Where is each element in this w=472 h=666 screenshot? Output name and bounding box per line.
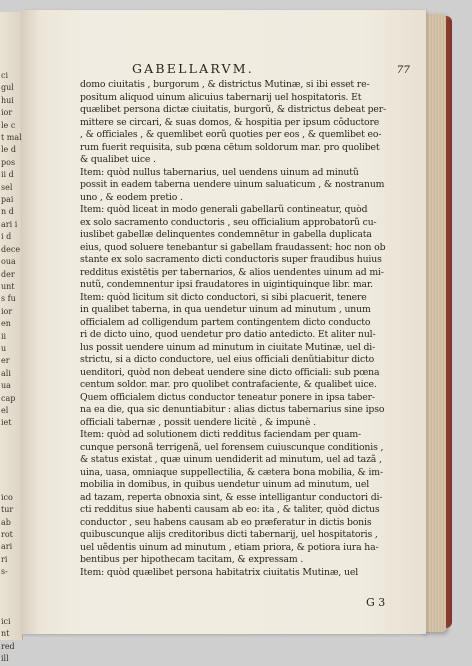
- left-page-fragment: [1, 442, 21, 454]
- left-page-fragment: ico: [1, 492, 13, 502]
- left-page-fragment: t mal: [1, 133, 22, 143]
- left-page-fragment: ali: [1, 368, 11, 378]
- text-line: centum soldor. mar. pro quolibet contrafaciente, & qualibet uice.: [80, 379, 377, 390]
- body-text: [80, 79, 412, 579]
- text-line: & status existat , quæ uinum uendiderit ad minutum, uel ad tazã ,: [80, 454, 382, 465]
- text-line: conductor , seu habens causam ab eo præferatur in dictis bonis: [80, 516, 372, 528]
- left-page-fragment: i d: [1, 232, 12, 242]
- left-page-fragment: [1, 603, 21, 615]
- left-page-fragment: nt: [1, 629, 10, 639]
- text-line: cti redditus siue habenti causam ab eo: ita , & taliter, quòd dictus: [80, 504, 380, 515]
- left-page-fragment: u: [1, 343, 7, 353]
- left-page: [0, 12, 23, 664]
- text-line: domo ciuitatis , burgorum , & districtus Mutinæ, si ibi esset re-: [80, 79, 370, 90]
- left-page-fragment: en: [1, 319, 11, 329]
- left-page-fragment: ior: [1, 108, 13, 118]
- text-line: ri de dicto uino, quod uendetur pro datio antedicto. Et aliter nul-: [80, 329, 376, 340]
- left-page-fragment: ci: [1, 71, 9, 80]
- left-page-fragment: ii: [1, 331, 7, 341]
- text-line: Item: quòd liceat in modo generali gabellarũ contineatur, quòd: [80, 204, 368, 215]
- text-line: uel uẽdentis uinum ad minutum , etiam priora, & potiora iura ha-: [80, 541, 379, 553]
- text-line: Item: quòd nullus tabernarius, uel uendens uinum ad minutũ: [80, 166, 359, 178]
- text-line: Quem officialem dictus conductor teneatur ponere in ipsa taber-: [80, 391, 375, 403]
- text-line: na ea die, qua sic denuntiabitur : alias dictus tabernarius sine ipso: [80, 404, 385, 415]
- text-line: iuslibet gabellæ delinquentes condemnētur in gabella duplicata: [80, 229, 372, 240]
- left-page-fragment: red: [1, 641, 15, 651]
- page-text-block: [80, 61, 412, 579]
- text-line: bentibus per hipothecam tacitam, & expressam .: [80, 554, 304, 565]
- left-page-fragment: [1, 430, 21, 442]
- left-page-fragment: oua: [1, 257, 16, 267]
- left-page-fragment: hui: [1, 95, 14, 105]
- left-page-fragment: [1, 479, 21, 491]
- left-page-fragment: s fu: [1, 294, 16, 304]
- left-page-fragment: [1, 591, 21, 603]
- text-line: stante ex solo sacramento dicti conductoris super fraudibus huius: [80, 254, 382, 265]
- text-line: lus possit uendere uinum ad minutum in ciuitate Mutinæ, uel di-: [80, 341, 376, 353]
- text-line: positum aliquod uinum alicuius tabernarij uel hospitatoris. Et: [80, 91, 362, 103]
- text-line: rum fuerit requisita, sub pœna cētum soldorum mar. pro quolibet: [80, 141, 380, 153]
- text-line: uno , & eodem pretio .: [80, 191, 183, 203]
- folio-number: 77: [396, 64, 410, 76]
- left-page-fragment: cap: [1, 393, 16, 403]
- left-page-fragment: le d: [1, 145, 16, 155]
- left-page-fragment: ri: [1, 554, 8, 564]
- text-line: quibuscunque alijs creditoribus dicti tabernarij, uel hospitatoris ,: [80, 529, 378, 540]
- left-page-fragment: iet: [1, 418, 12, 428]
- running-title: GABELLARVM.: [132, 61, 254, 76]
- text-line: redditus existētis per tabernarios, & alios uendentes uinum ad mi-: [80, 266, 384, 278]
- left-page-fragment: dece: [1, 244, 21, 254]
- text-line: ad tazam, reperta obnoxia sint, & esse intelligantur conductori di-: [80, 491, 383, 503]
- left-page-fragment: [1, 455, 21, 467]
- left-page-fragment: ari i: [1, 219, 18, 229]
- left-page-fragment: [1, 579, 21, 591]
- left-page-fragment: der: [1, 269, 15, 279]
- left-page-fragment: ior: [1, 306, 13, 316]
- text-line: possit in eadem taberna uendere uinum saluaticum , & nostranum: [80, 179, 385, 190]
- left-page-fragment: ill: [1, 654, 9, 664]
- left-page-fragment: rot: [1, 530, 13, 540]
- left-page-fragment: le c: [1, 120, 16, 130]
- signature-mark: G 3: [366, 596, 386, 609]
- left-page-fragment: gul: [1, 83, 14, 93]
- left-page-text-fragments: [1, 70, 21, 666]
- text-line: officialem ad colligendum partem contingentem dicto conducto: [80, 316, 371, 328]
- text-line: mobilia in domibus, in quibus uendetur uinum ad minutum, uel: [80, 479, 370, 490]
- text-line: uenditori, quòd non debeat uendere sine dicto officiali: sub pœna: [80, 366, 380, 378]
- left-page-fragment: [1, 467, 21, 479]
- left-page-fragment: ii d: [1, 170, 14, 180]
- left-page-fragment: ici: [1, 616, 11, 626]
- left-page-fragment: unt: [1, 281, 15, 291]
- text-line: officiali tabernæ , possit uendere licitè , & impunè .: [80, 416, 316, 428]
- left-page-fragment: ua: [1, 381, 11, 391]
- left-page-fragment: ari: [1, 542, 13, 552]
- text-line: nutũ, condemnentur ipsi fraudatores in uigintiquinque libr. mar.: [80, 279, 373, 290]
- text-line: Item: quòd licitum sit dicto conductori, si sibi placuerit, tenere: [80, 291, 367, 303]
- text-line: strictu, si a dicto conductore, uel eius officiali denũtiabitur dicto: [80, 354, 375, 365]
- left-page-fragment: s-: [1, 567, 8, 577]
- left-page-fragment: pai: [1, 195, 14, 205]
- text-line: cunque personã terrigenã, uel forensem cuiuscunque conditionis ,: [80, 441, 384, 453]
- left-page-fragment: pos: [1, 157, 16, 167]
- left-page-fragment: el: [1, 405, 9, 415]
- left-page-fragment: tur: [1, 505, 14, 515]
- text-line: uina, uasa, omniaque suppellectilia, & cætera bona mobilia, & im-: [80, 466, 383, 478]
- text-line: quælibet persona dictæ ciuitatis, burgorũ, & districtus debeat per-: [80, 104, 387, 115]
- text-line: in qualibet taberna, in qua uendetur uinum ad minutum , unum: [80, 304, 371, 315]
- left-page-fragment: ab: [1, 517, 11, 527]
- text-line: mittere se circari, & suas domos, & hospitia per ipsum côductore: [80, 116, 380, 128]
- left-page-fragment: sel: [1, 182, 13, 192]
- text-line: Item: quòd ad solutionem dicti redditus faciendam per quam-: [80, 429, 362, 440]
- running-head: [132, 61, 412, 76]
- text-line: , & officiales , & quemlibet eorũ quoties per eos , & quemlibet eo-: [80, 129, 382, 140]
- left-page-fragment: er: [1, 356, 10, 366]
- text-line: Item: quòd quælibet persona habitatrix ciuitatis Mutinæ, uel: [80, 566, 359, 578]
- text-line: ex solo sacramento conductoris , seu officialium approbatorũ cu-: [80, 216, 377, 228]
- left-page-fragment: n d: [1, 207, 14, 217]
- text-line: & qualibet uice .: [80, 154, 156, 165]
- text-line: eius, quod soluere tenebantur si gabellam fraudassent: hoc non ob: [80, 241, 386, 253]
